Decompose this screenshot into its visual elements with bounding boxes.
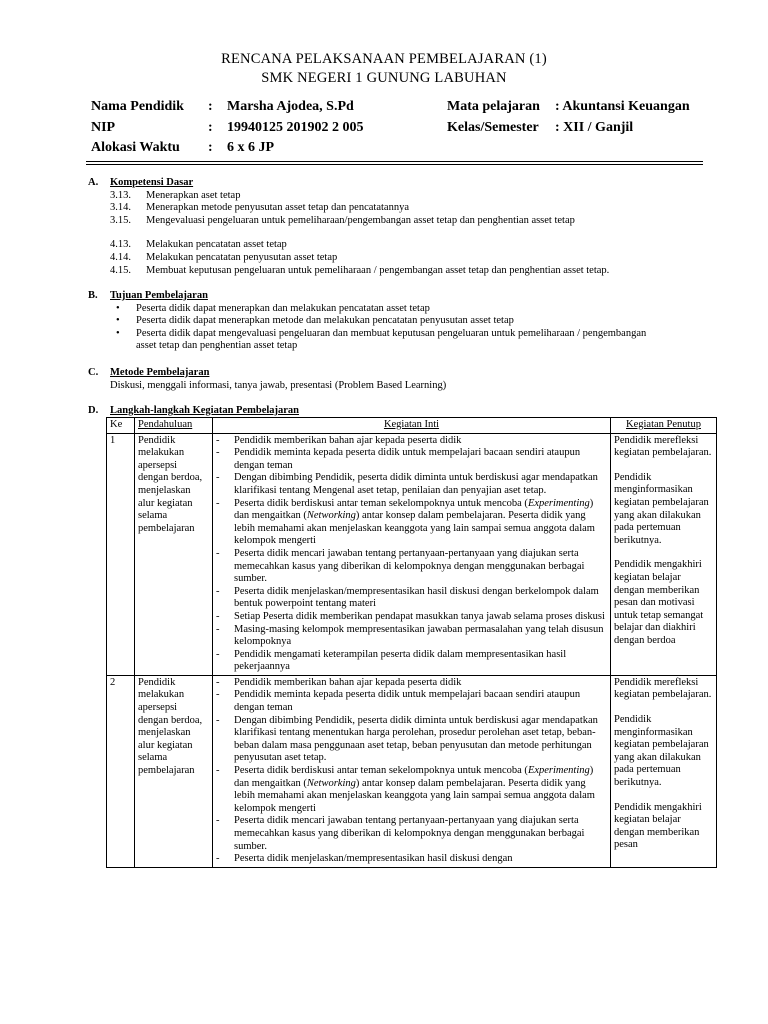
section-kompetensi-dasar bbox=[88, 177, 698, 277]
kegiatan-inti-item: - Pendidik meminta kepada peserta didik untuk mempelajari bacaan sendiri ataupun dengan teman bbox=[216, 689, 581, 714]
section-langkah-kegiatan bbox=[88, 405, 698, 418]
kelas-label: Kelas/Semester bbox=[447, 120, 539, 135]
penutup-item: Pendidik menginformasikan kegiatan pembelajaran yang akan dilakukan pada pertemuan berikutnya. bbox=[614, 471, 709, 546]
header-divider bbox=[86, 161, 703, 162]
kegiatan-inti-item: - Peserta didik menjelaskan/mempresentasikan hasil diskusi dengan bbox=[216, 853, 513, 865]
bullet-icon: • bbox=[116, 315, 120, 327]
cell-kegiatan-inti bbox=[213, 433, 611, 675]
dash-bullet-icon: - bbox=[216, 610, 220, 622]
kd-item: 4.13. Melakukan pencatatan asset tetap bbox=[110, 239, 287, 251]
dash-bullet-icon: - bbox=[216, 623, 220, 635]
table-row bbox=[107, 433, 717, 675]
nama-label: Nama Pendidik bbox=[91, 99, 184, 114]
kd-item: 4.15. Membuat keputusan pengeluaran untuk pemeliharaan / pengembangan asset tetap dan penghentian asset tetap. bbox=[110, 264, 610, 276]
kegiatan-inti-item: - Pendidik memberikan bahan ajar kepada peserta didik bbox=[216, 676, 462, 688]
dash-bullet-icon: - bbox=[216, 447, 220, 459]
cell-kegiatan-inti bbox=[213, 675, 611, 867]
penutup-item: Pendidik merefleksi kegiatan pembelajaran. bbox=[614, 434, 712, 459]
mapel-value: : Akuntansi Keuangan bbox=[555, 99, 690, 114]
mapel-label: Mata pelajaran bbox=[447, 99, 540, 114]
penutup-item: Pendidik merefleksi kegiatan pembelajaran. bbox=[614, 676, 712, 701]
section-b-letter: B. bbox=[88, 290, 98, 301]
dash-bullet-icon: - bbox=[216, 434, 220, 446]
tujuan-item: • Peserta didik dapat menerapkan dan melakukan pencatatan asset tetap bbox=[88, 303, 698, 316]
table-header-row bbox=[107, 418, 717, 434]
kd-item: 3.15. Mengevaluasi pengeluaran untuk pemeliharaan/pengembangan asset tetap dan penghentian asset tetap bbox=[110, 214, 575, 226]
cell-pendahuluan: Pendidik melakukan apersepsi dengan berdoa, menjelaskan alur kegiatan selama pembelajaran bbox=[135, 433, 213, 675]
tujuan-item: • Peserta didik dapat menerapkan metode dan melakukan pencatatan penyusutan asset tetap bbox=[88, 315, 698, 328]
alokasi-label: Alokasi Waktu bbox=[91, 140, 180, 155]
nip-colon: : bbox=[208, 120, 213, 135]
dash-bullet-icon: - bbox=[216, 547, 220, 559]
table-row bbox=[107, 675, 717, 867]
kd-item: 3.13. Menerapkan aset tetap bbox=[110, 189, 241, 201]
dash-bullet-icon: - bbox=[216, 853, 220, 865]
kegiatan-inti-item: - Pendidik meminta kepada peserta didik untuk mempelajari bacaan sendiri ataupun dengan teman bbox=[216, 447, 581, 471]
section-c-letter: C. bbox=[88, 367, 99, 378]
section-d-letter: D. bbox=[88, 405, 99, 416]
tujuan-item: • Peserta didik dapat mengevaluasi pengeluaran dan membuat keputusan pengeluaran untuk pemeliharaan / pengembangan asset tetap dan penghentian asset tetap bbox=[88, 328, 698, 353]
dash-bullet-icon: - bbox=[216, 472, 220, 484]
bullet-icon: • bbox=[116, 302, 120, 314]
nama-colon: : bbox=[208, 99, 213, 114]
dash-bullet-icon: - bbox=[216, 676, 220, 688]
kegiatan-inti-item: - Pendidik memberikan bahan ajar kepada peserta didik bbox=[216, 434, 462, 446]
cell-pendahuluan: Pendidik melakukan apersepsi dengan berdoa, menjelaskan alur kegiatan selama pembelajaran bbox=[135, 675, 213, 867]
kegiatan-inti-item: - Peserta didik mencari jawaban tentang pertanyaan-pertanyaan yang diajukan serta memecahkan kasus yang diberikan di kelompoknya dengan menggunakan berbagai sumber. bbox=[216, 815, 585, 852]
section-b-title: Tujuan Pembelajaran bbox=[110, 290, 208, 301]
section-a-letter: A. bbox=[88, 177, 99, 188]
dash-bullet-icon: - bbox=[216, 497, 220, 509]
section-d-title: Langkah-langkah Kegiatan Pembelajaran bbox=[110, 405, 300, 416]
cell-kegiatan-penutup bbox=[611, 433, 717, 675]
penutup-item: Pendidik menginformasikan kegiatan pembelajaran yang akan dilakukan pada pertemuan berikutnya. bbox=[614, 714, 709, 789]
dash-bullet-icon: - bbox=[216, 648, 220, 660]
dash-bullet-icon: - bbox=[216, 585, 220, 597]
header-pendahuluan: Pendahuluan bbox=[135, 418, 213, 434]
kegiatan-inti-item: - Dengan dibimbing Pendidik, peserta didik diminta untuk berdiskusi agar mendapatkan klarifikasi tentang Mengenal aset tetap, penilaian dan penyajian aset tetap. bbox=[216, 472, 598, 496]
kegiatan-inti-item: - Peserta didik menjelaskan/mempresentasikan hasil diskusi dengan berkelompok dalam bentuk powerpoint tentang materi bbox=[216, 585, 599, 610]
kegiatan-table bbox=[106, 417, 717, 868]
kegiatan-inti-item: - Masing-masing kelompok mempresentasikan jawaban permasalahan yang telah disusun kelompoknya bbox=[216, 623, 604, 648]
nip-value: 19940125 201902 2 005 bbox=[227, 120, 364, 135]
nip-label: NIP bbox=[91, 120, 116, 135]
kegiatan-inti-item: - Dengan dibimbing Pendidik, peserta didik diminta untuk berdiskusi agar mendapatkan klarifikasi tentang menentukan harga perolehan, prosedur perolehan aset tetap, beban-beban dalam masa penggunaan aset tetap, beban penyusutan dan metode perhitungan penyusutan aset tetap. bbox=[216, 714, 598, 764]
penutup-item: Pendidik mengakhiri kegiatan belajar dengan memberikan pesan dan motivasi untuk tetap semangat belajar dan diakhiri dengan berdoa bbox=[614, 559, 704, 646]
kegiatan-inti-item: - Peserta didik berdiskusi antar teman sekelompoknya untuk mencoba (Experimenting) dan mengaitkan (Networking) antar konsep dalam pembelajaran. Peserta didik yang lebih memahami akan menjelaskan keanggota yang lain sampai semua anggota dalam kelompok mengerti bbox=[216, 765, 595, 814]
section-a-title: Kompetensi Dasar bbox=[110, 177, 194, 188]
section-tujuan-pembelajaran bbox=[88, 290, 698, 353]
kegiatan-inti-item: - Pendidik mengamati keterampilan peserta didik dalam mempresentasikan hasil pekerjaannya bbox=[216, 648, 567, 673]
metode-text: Diskusi, menggali informasi, tanya jawab, presentasi (Problem Based Learning) bbox=[110, 379, 447, 391]
kelas-value: : XII / Ganjil bbox=[555, 120, 634, 135]
alokasi-value: 6 x 6 JP bbox=[227, 140, 275, 155]
kegiatan-inti-item: - Peserta didik berdiskusi antar teman sekelompoknya untuk mencoba (Experimenting) dan mengaitkan (Networking) antar konsep dalam pembelajaran. Peserta didik yang lebih memahami akan menjelaskan keanggota yang lain sampai semua anggota dalam kelompok mengerti bbox=[216, 497, 595, 547]
header-kegiatan-penutup: Kegiatan Penutup bbox=[611, 418, 717, 434]
bullet-icon: • bbox=[116, 327, 120, 339]
dash-bullet-icon: - bbox=[216, 815, 220, 827]
kd-item: 3.14. Menerapkan metode penyusutan asset tetap dan pencatatannya bbox=[110, 202, 409, 214]
alokasi-colon: : bbox=[208, 140, 213, 155]
cell-kegiatan-penutup bbox=[611, 675, 717, 867]
kegiatan-inti-item: - Setiap Peserta didik memberikan pendapat masukkan tanya jawab selama proses diskusi bbox=[216, 610, 605, 622]
dash-bullet-icon: - bbox=[216, 765, 220, 777]
dash-bullet-icon: - bbox=[216, 714, 220, 726]
section-metode-pembelajaran bbox=[88, 367, 698, 392]
header-kegiatan-inti: Kegiatan Inti bbox=[213, 418, 611, 434]
penutup-item: Pendidik mengakhiri kegiatan belajar dengan memberikan pesan bbox=[614, 801, 702, 851]
school-name: SMK NEGERI 1 GUNUNG LABUHAN bbox=[261, 70, 507, 86]
section-c-title: Metode Pembelajaran bbox=[110, 367, 210, 378]
kegiatan-inti-item: - Peserta didik mencari jawaban tentang pertanyaan-pertanyaan yang diajukan serta memecahkan kasus yang diberikan di kelompoknya dengan menggunakan berbagai sumber. bbox=[216, 547, 585, 585]
header-divider-double bbox=[86, 164, 703, 165]
dash-bullet-icon: - bbox=[216, 689, 220, 701]
document-title: RENCANA PELAKSANAAN PEMBELAJARAN (1) bbox=[221, 51, 547, 67]
header-ke: Ke bbox=[107, 418, 135, 434]
cell-ke: 1 bbox=[107, 433, 135, 675]
nama-value: Marsha Ajodea, S.Pd bbox=[227, 99, 354, 114]
cell-ke: 2 bbox=[107, 675, 135, 867]
kd-item: 4.14. Melakukan pencatatan penyusutan asset tetap bbox=[110, 251, 338, 263]
